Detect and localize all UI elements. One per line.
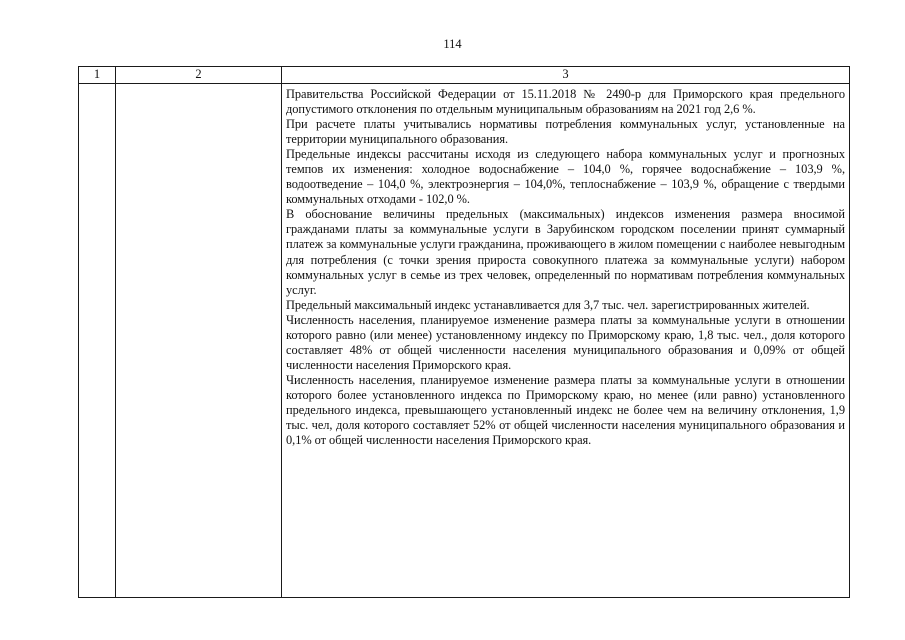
- page-number: 114: [443, 37, 462, 51]
- table-header-row: [79, 67, 850, 84]
- table-cell-text: [282, 84, 850, 598]
- paragraph-1: Правительства Российской Федерации от 15.11.2018 № 2490-р для Приморского края предельного допустимого отклонения по отдельным муниципальным образованиям на 2021 год 2,6 %.: [286, 87, 845, 117]
- paragraph-4: В обоснование величины предельных (максимальных) индексов изменения размера вносимой гражданами платы за коммунальные услуги в Зарубинском городском поселении принят суммарный платеж за коммунальные услуги гражданина, проживающего в жилом помещении с наиболее невыгодным для потребления (с точки зрения прироста совокупного платежа за коммунальные услуги) набором коммунальных услуг в семье из трех человек, определенный по нормативам потребления коммунальных услуг.: [286, 207, 845, 297]
- column-header-1: 1: [79, 67, 116, 84]
- paragraph-7: Численность населения, планируемое изменение размера платы за коммунальные услуги в отношении которого более установленного индекса по Приморскому краю, но менее (или равно) установленного предельного индекса, превышающего установленный индекс не более чем на величину отклонения, 1,9 тыс. чел, доля которого составляет 52% от общей численности населения муниципального образования и 0,1% от общей численности населения Приморского края.: [286, 372, 845, 448]
- table-cell-col2: [116, 84, 282, 598]
- paragraph-5: Предельный максимальный индекс устанавливается для 3,7 тыс. чел. зарегистрированных жителей.: [286, 297, 810, 312]
- paragraph-6: Численность населения, планируемое изменение размера платы за коммунальные услуги в отношении которого равно (или менее) установленному индексу по Приморскому краю, 1,8 тыс. чел., доля которого составляет 48% от общей численности населения муниципального образования и 0,09% от общей численности населения Приморского края.: [286, 312, 845, 372]
- paragraph-2: При расчете платы учитывались нормативы потребления коммунальных услуг, установленные на территории муниципального образования.: [286, 117, 845, 147]
- table-row: [79, 84, 850, 598]
- paragraph-3: Предельные индексы рассчитаны исходя из следующего набора коммунальных услуг и прогнозных темпов их изменения: холодное водоснабжение – 104,0 %, горячее водоснабжение – 103,9 %, водоотведение – 104,0 %, электроэнергия – 104,0%, теплоснабжение – 103,9 %, обращение с твердыми коммунальных отходами - 102,0 %.: [286, 147, 845, 207]
- column-header-2: 2: [116, 67, 282, 84]
- document-table: [78, 66, 850, 598]
- table-cell-col1: [79, 84, 116, 598]
- column-header-3: 3: [282, 67, 850, 84]
